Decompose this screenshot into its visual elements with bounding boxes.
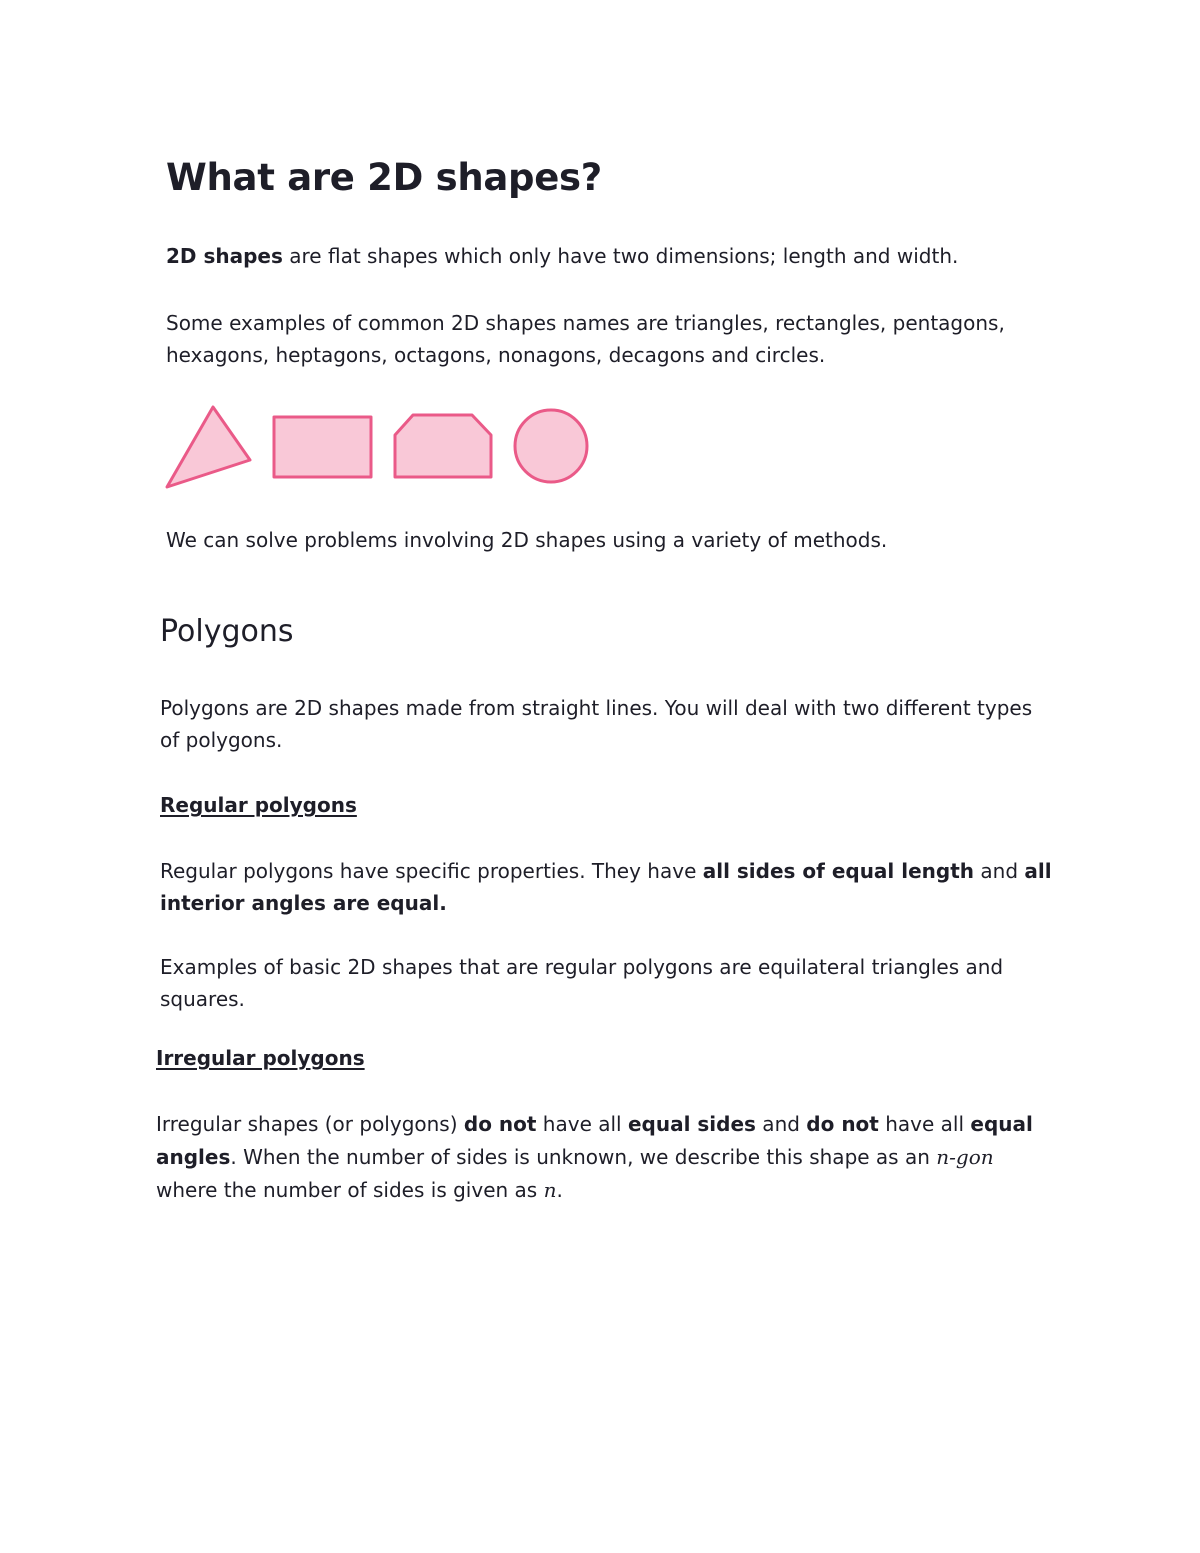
text-segment: . [556, 1178, 563, 1202]
bold-text: all sides of equal length [702, 859, 975, 883]
polygons-intro: Polygons are 2D shapes made from straight lines. You will deal with two different types of polygons. [160, 696, 1033, 752]
irregular-polygons-heading: Irregular polygons [156, 1046, 365, 1070]
text-segment: where the number of sides is given as [156, 1178, 544, 1202]
page-title: What are 2D shapes? [166, 156, 602, 199]
pentagon-icon [395, 415, 491, 477]
bold-text: do not [463, 1112, 537, 1136]
intro-text: are flat shapes which only have two dimensions; length and width. [282, 244, 959, 268]
text-segment: have all [878, 1112, 971, 1136]
bold-text: do not [806, 1112, 879, 1136]
regular-examples-paragraph: Examples of basic 2D shapes that are regular polygons are equilateral triangles and squares. [160, 955, 1004, 1011]
bold-text: all interior angles are equal. [160, 859, 1052, 915]
text-segment: Regular polygons have specific properties. They have [160, 859, 703, 883]
text-segment: Irregular shapes (or polygons) [156, 1112, 464, 1136]
bold-text: equal angles [156, 1112, 1033, 1169]
intro-term: 2D shapes [166, 244, 283, 268]
n-math: n [543, 1178, 557, 1202]
irregular-polygons-paragraph [156, 1108, 1056, 1207]
text-segment: . When the number of sides is unknown, we describe this shape as an [230, 1145, 937, 1169]
ngon-math: n-gon [936, 1145, 994, 1169]
text-segment: and [974, 859, 1025, 883]
polygons-heading: Polygons [160, 614, 294, 649]
regular-polygons-heading: Regular polygons [160, 793, 357, 817]
text-segment: have all [536, 1112, 628, 1136]
methods-paragraph: We can solve problems involving 2D shapes using a variety of methods. [166, 528, 888, 552]
intro-paragraph [166, 240, 1086, 272]
text-segment: and [755, 1112, 807, 1136]
circle-icon [515, 410, 587, 482]
examples-paragraph: Some examples of common 2D shapes names are triangles, rectangles, pentagons, hexagons, heptagons, octagons, nonagons, decagons and circles. [166, 311, 1005, 367]
triangle-icon [167, 407, 250, 487]
shapes-illustration [160, 398, 600, 494]
rectangle-icon [274, 417, 371, 477]
regular-polygons-paragraph [160, 855, 1070, 919]
bold-text: equal sides [627, 1112, 756, 1136]
